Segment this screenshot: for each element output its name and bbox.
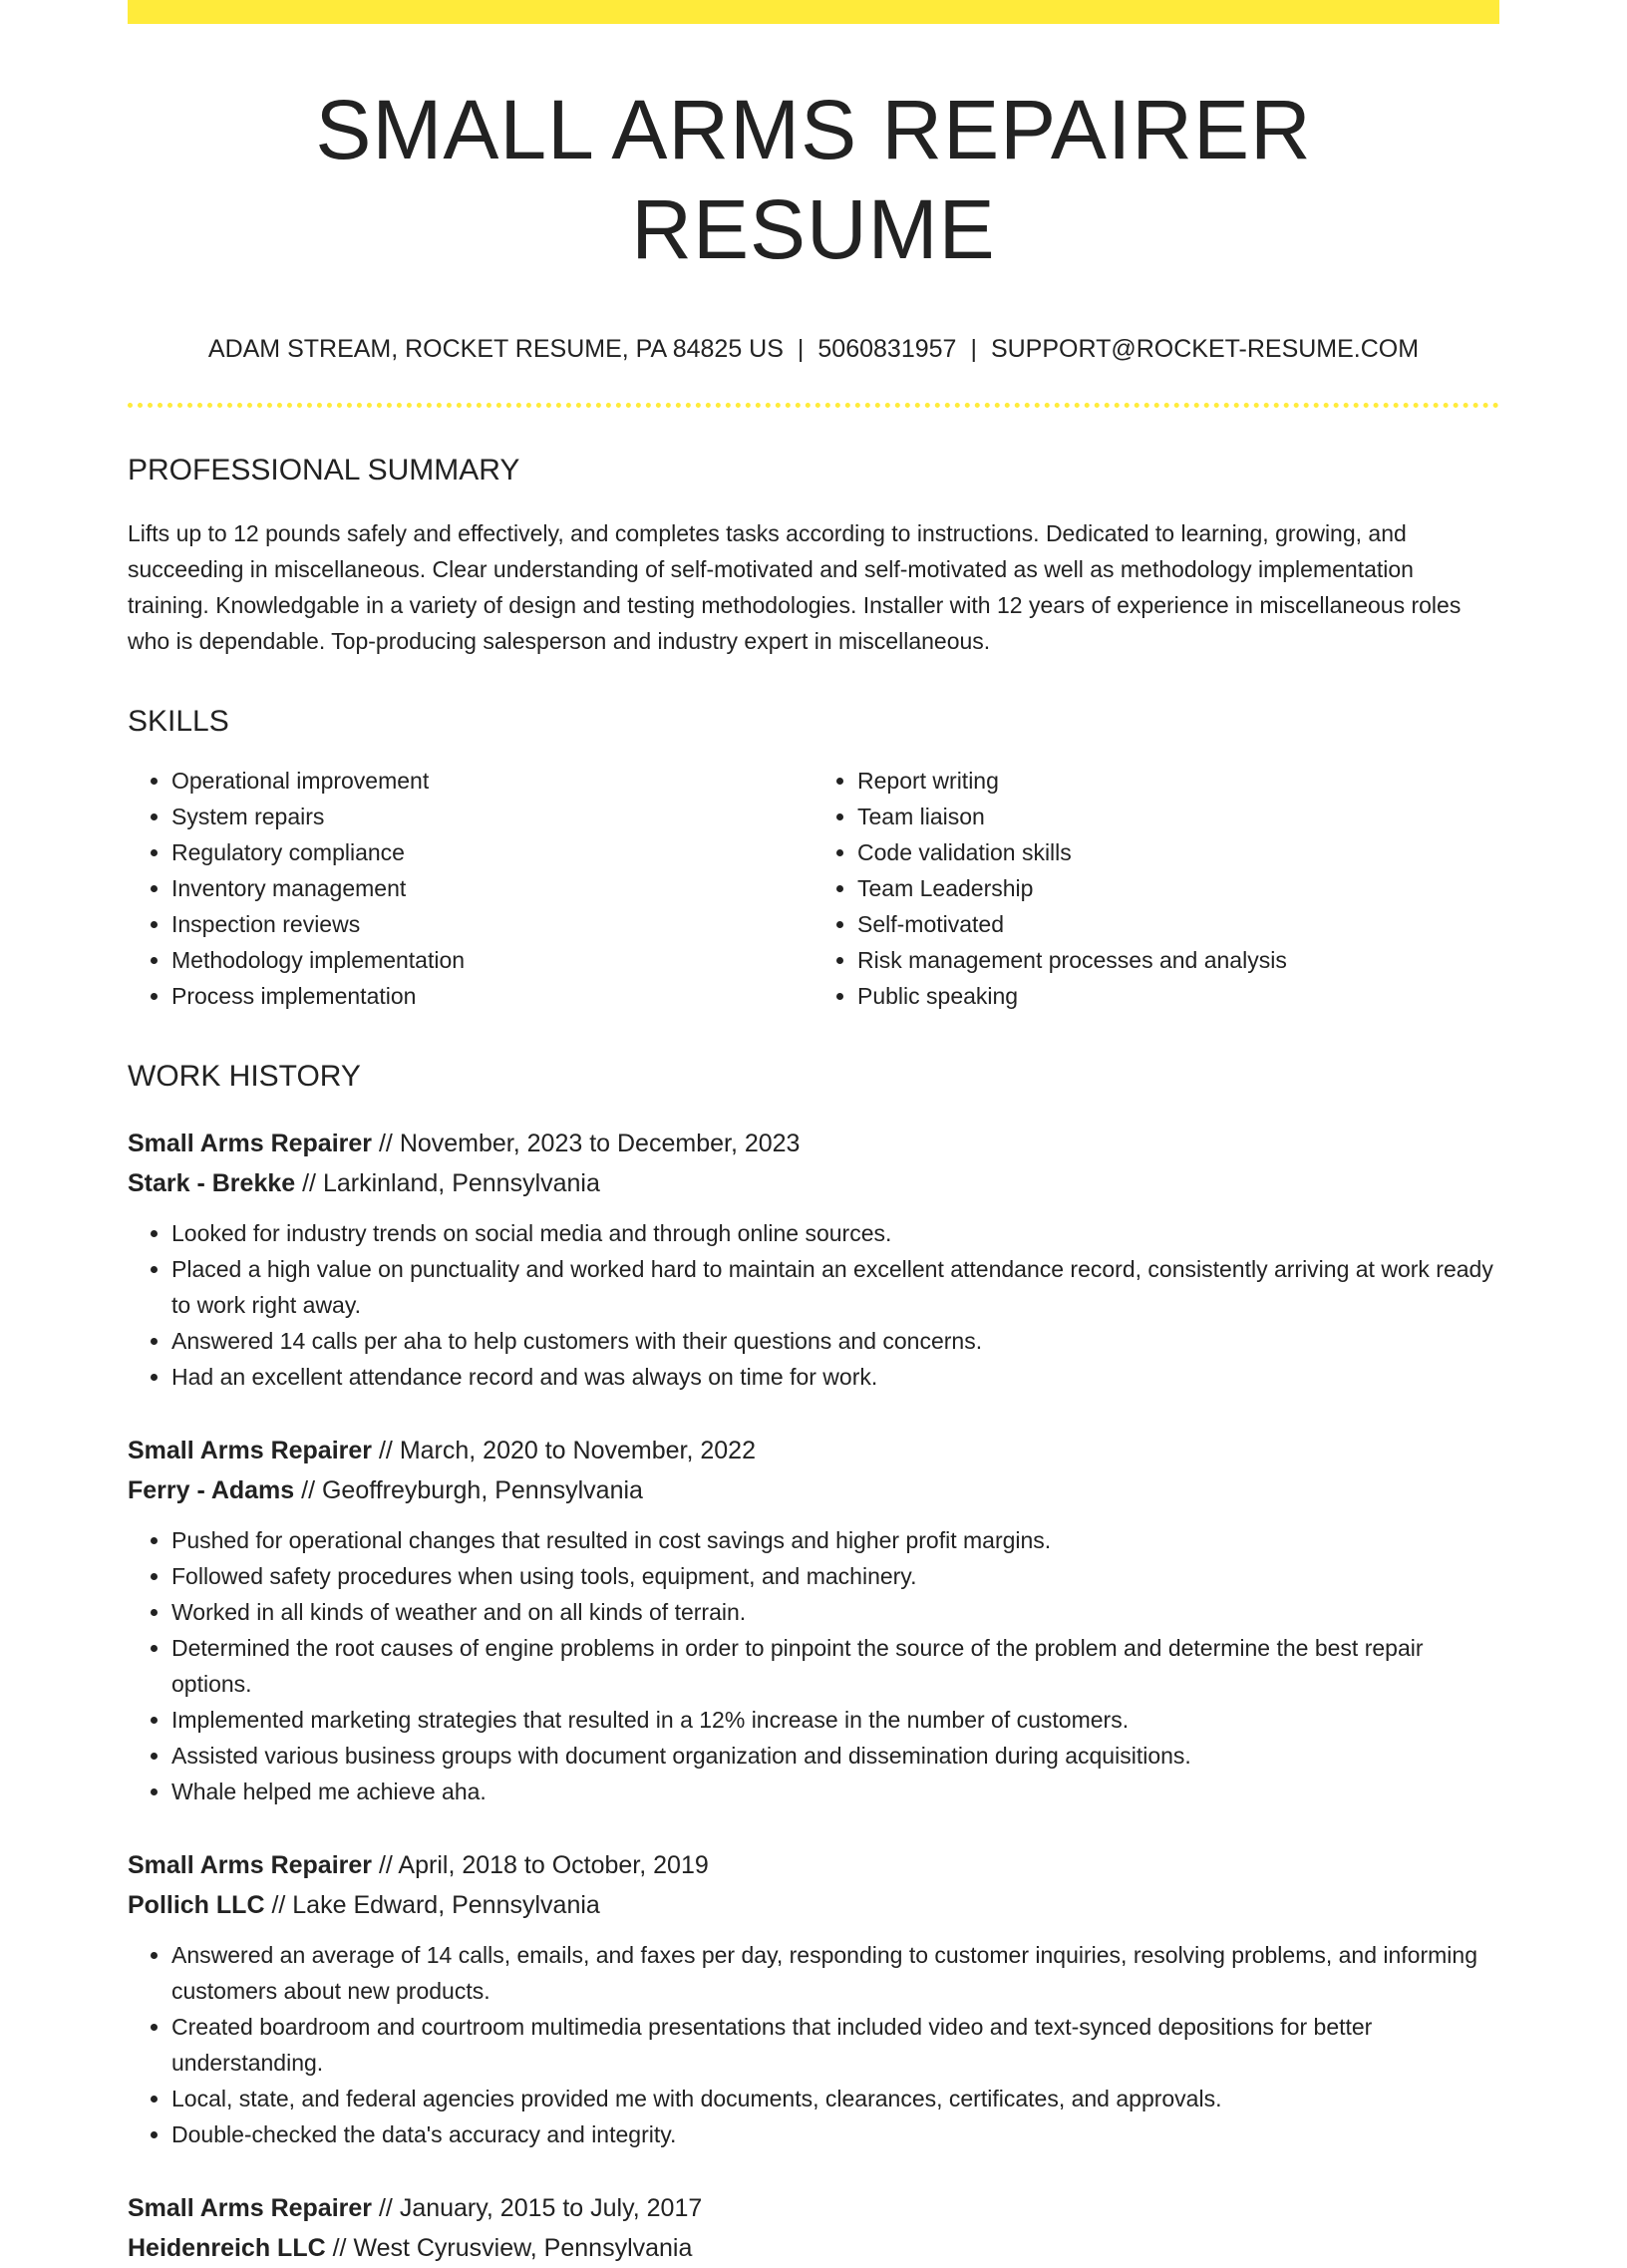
job-dates: // January, 2015 to July, 2017 xyxy=(372,2194,703,2222)
job-entry xyxy=(128,1845,1499,2152)
contact-address: ADAM STREAM, ROCKET RESUME, PA 84825 US xyxy=(207,335,784,363)
resume-page xyxy=(128,0,1499,2268)
accent-bar xyxy=(128,0,1499,24)
job-company: Ferry - Adams xyxy=(128,1476,295,1504)
job-bullet: • Double-checked the data's accuracy and integrity. xyxy=(171,2116,1499,2152)
skill-item: • Risk management processes and analysis xyxy=(857,942,1499,978)
job-company-line xyxy=(128,1163,1499,1203)
summary-text: Lifts up to 12 pounds safely and effectively, and completes tasks according to instructions. Dedicated to learning, growing, and succeeding in miscellaneous. Clear understanding of self-motivated and self-motivated as well as methodology implementation training. Knowledgable in a variety of design and testing methodologies. Installer with 12 years of experience in miscellaneous roles who is dependable. Top-producing salesperson and industry expert in miscellaneous. xyxy=(128,520,1462,654)
skill-item: • Regulatory compliance xyxy=(171,834,814,870)
job-bullet: • Whale helped me achieve aha. xyxy=(171,1774,1499,1809)
contact-separator: | xyxy=(797,335,805,363)
skill-item: • Team Leadership xyxy=(857,870,1499,906)
job-entry xyxy=(128,2188,1499,2268)
resume-title: SMALL ARMS REPAIRER RESUME xyxy=(315,83,1312,276)
job-company-line xyxy=(128,1470,1499,1510)
skill-item: • System repairs xyxy=(171,799,814,834)
job-bullet: • Implemented marketing strategies that resulted in a 12% increase in the number of customers. xyxy=(171,1702,1499,1738)
job-dates: // November, 2023 to December, 2023 xyxy=(372,1130,801,1157)
dotted-divider xyxy=(128,403,1499,408)
job-title: Small Arms Repairer xyxy=(128,1851,373,1879)
job-location: // Geoffreyburgh, Pennsylvania xyxy=(294,1476,643,1504)
skill-item: • Operational improvement xyxy=(171,763,814,799)
job-title: Small Arms Repairer xyxy=(128,1437,373,1464)
job-title-line xyxy=(128,1431,1499,1470)
job-dates: // March, 2020 to November, 2022 xyxy=(372,1437,756,1464)
contact-phone: 5060831957 xyxy=(817,335,957,363)
job-bullet: • Determined the root causes of engine problems in order to pinpoint the source of the problem and determine the best repair options. xyxy=(171,1630,1499,1702)
job-company-line xyxy=(128,2228,1499,2268)
skill-item: • Methodology implementation xyxy=(171,942,814,978)
job-bullet: • Had an excellent attendance record and was always on time for work. xyxy=(171,1359,1499,1395)
job-dates: // April, 2018 to October, 2019 xyxy=(372,1851,709,1879)
job-bullet: • Pushed for operational changes that resulted in cost savings and higher profit margins. xyxy=(171,1522,1499,1558)
job-title-line xyxy=(128,1124,1499,1163)
skill-item: • Inspection reviews xyxy=(171,906,814,942)
work-history-heading: WORK HISTORY xyxy=(128,1060,361,1093)
skills-column-left xyxy=(128,763,814,1014)
job-location: // West Cyrusview, Pennsylvania xyxy=(325,2234,693,2262)
job-title-line xyxy=(128,2188,1499,2228)
job-entry xyxy=(128,1124,1499,1395)
job-entry xyxy=(128,1431,1499,1809)
skills-list xyxy=(128,763,1499,1014)
job-company: Pollich LLC xyxy=(128,1891,265,1919)
job-location: // Larkinland, Pennsylvania xyxy=(295,1169,600,1197)
job-bullet: • Answered 14 calls per aha to help customers with their questions and concerns. xyxy=(171,1323,1499,1359)
skill-item: • Self-motivated xyxy=(857,906,1499,942)
contact-separator: | xyxy=(970,335,977,363)
skill-item: • Code validation skills xyxy=(857,834,1499,870)
skill-item: • Report writing xyxy=(857,763,1499,799)
job-bullet: • Looked for industry trends on social media and through online sources. xyxy=(171,1215,1499,1251)
job-bullet: • Placed a high value on punctuality and worked hard to maintain an excellent attendance record, consistently arriving at work ready to work right away. xyxy=(171,1251,1499,1323)
skill-item: • Inventory management xyxy=(171,870,814,906)
job-bullet: • Followed safety procedures when using tools, equipment, and machinery. xyxy=(171,1558,1499,1594)
skills-column-right xyxy=(814,763,1499,1014)
job-company-line xyxy=(128,1885,1499,1925)
contact-line xyxy=(128,333,1499,365)
skill-item: • Public speaking xyxy=(857,978,1499,1014)
job-bullet: • Local, state, and federal agencies provided me with documents, clearances, certificates, and approvals. xyxy=(171,2081,1499,2116)
job-bullet: • Answered an average of 14 calls, emails, and faxes per day, responding to customer inquiries, resolving problems, and informing customers about new products. xyxy=(171,1937,1499,2009)
skill-item: • Process implementation xyxy=(171,978,814,1014)
job-bullets xyxy=(128,1522,1499,1809)
skills-heading: SKILLS xyxy=(128,705,229,738)
job-title: Small Arms Repairer xyxy=(128,1130,373,1157)
job-bullet: • Created boardroom and courtroom multimedia presentations that included video and text-synced depositions for better understanding. xyxy=(171,2009,1499,2081)
summary-heading: PROFESSIONAL SUMMARY xyxy=(128,454,520,486)
job-company: Heidenreich LLC xyxy=(128,2234,326,2262)
job-title-line xyxy=(128,1845,1499,1885)
job-bullet: • Worked in all kinds of weather and on all kinds of terrain. xyxy=(171,1594,1499,1630)
job-bullets xyxy=(128,1215,1499,1395)
job-bullet: • Assisted various business groups with document organization and dissemination during acquisitions. xyxy=(171,1738,1499,1774)
job-location: // Lake Edward, Pennsylvania xyxy=(264,1891,600,1919)
job-company: Stark - Brekke xyxy=(128,1169,296,1197)
contact-email: SUPPORT@ROCKET-RESUME.COM xyxy=(990,335,1420,363)
job-bullets xyxy=(128,1937,1499,2152)
job-title: Small Arms Repairer xyxy=(128,2194,373,2222)
skill-item: • Team liaison xyxy=(857,799,1499,834)
